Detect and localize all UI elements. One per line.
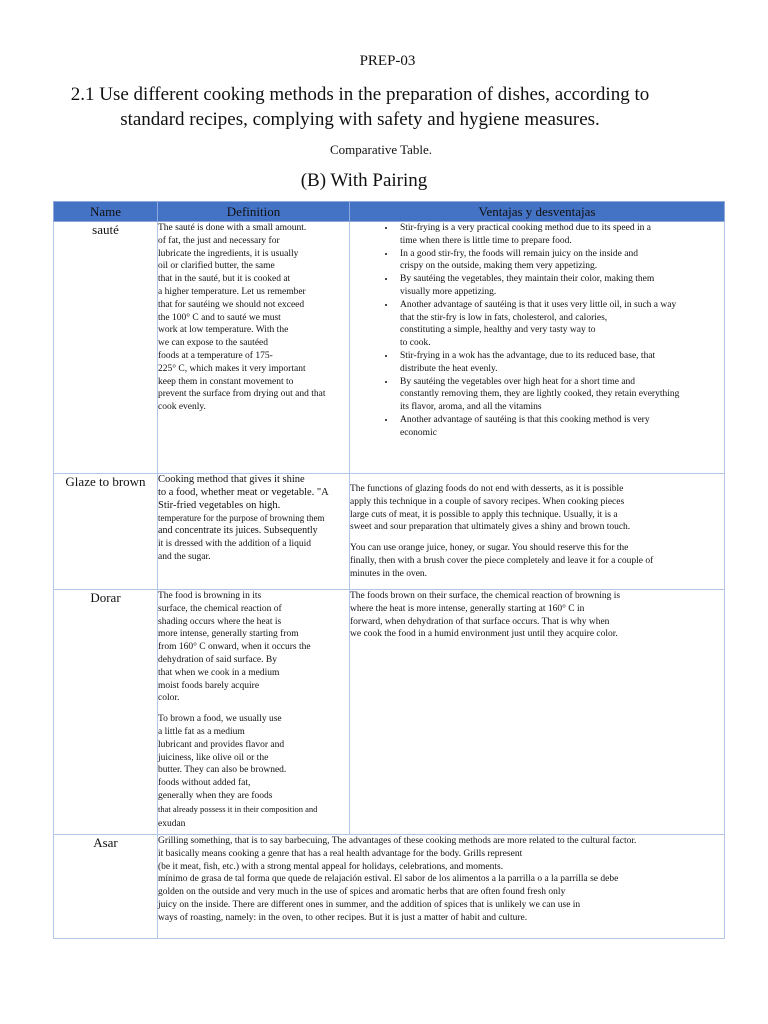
table-row-saute [54,222,725,474]
table-header-row [54,202,725,222]
name-cell-glaze: Glaze to brown [54,474,158,590]
name-cell-saute: sauté [54,222,158,474]
advantages-list [350,222,724,440]
advantages-cell-dorar [350,590,725,835]
definition-line: it is dressed with the addition of a liquid [158,538,312,549]
list-item: • By sautéing the vegetables over high heat for a short time and constantly removing them, they are lightly cooked, they retain everything its flavor, aroma, and all the vitamins [396,376,724,414]
definition-line: to a food, whether meat or vegetable. "A [158,486,329,498]
name-cell-asar: Asar [54,835,158,939]
definition-small-line: that already possess it in their composition and [158,803,318,814]
definition-end: exudan [158,818,186,829]
asar-merged-cell: Grilling something, that is to say barbecuing, The advantages of these cooking methods are more related to the cultural factor. it basically means cooking a genre that has a real health advantage for the body. Grills represent (be it meat, fish, etc.) with a strong mental appeal for holidays, celebrations, and moments. mínimo de grasa de tal forma que quede de relajación estival. El sabor de los alimentos a la parrilla o a la parrilla se debe golden on the outside and very much in the use of spices and aromatic herbs that are often found fresh only juicy on the inside. There are different ones in summer, and the addition of spices that is unlikely we can use in ways of roasting, namely: in the oven, to other recipes. But it is just a matter of habit and culture. [158,835,725,939]
definition-cell-saute [158,222,350,474]
definition-line: temperature for the purpose of browning them [158,513,325,524]
definition-cell-dorar [158,590,350,835]
table-row-asar [54,835,725,939]
page-subtitle: Comparative Table. [329,142,433,157]
document-code: PREP-03 [359,53,416,69]
definition-line: Stir-fried vegetables on high. [158,499,281,511]
definition-line: and the sugar. [158,551,211,562]
advantages-paragraph: You can use orange juice, honey, or sugar. You should reserve this for the finally, then with a brush cover the piece completely and leave it for a couple of minutes in the oven. [350,543,654,579]
advantages-cell-saute [350,222,725,474]
pairing-title: (B) With Pairing [300,170,428,191]
advantages-cell-glaze [350,474,725,590]
column-header-name: Name [54,202,158,222]
advantages-paragraph: The foods brown on their surface, the chemical reaction of browning is where the heat is more intense, generally starting at 160° C in forward, when dehydration of that surface occurs. That is why when we cook the food in a humid environment just until they acquire color. [350,591,621,640]
table-row-glaze [54,474,725,590]
list-item: • Stir-frying is a very practical cooking method due to its speed in a time when there is little time to prepare food. [396,222,724,248]
list-item: • Stir-frying in a wok has the advantage, due to its reduced base, that distribute the heat evenly. [396,350,724,376]
definition-cell-glaze [158,474,350,590]
table-row-dorar [54,590,725,835]
name-cell-dorar: Dorar [54,590,158,835]
definition-line: and concentrate its juices. Subsequently [158,525,318,537]
comparative-table [53,201,725,939]
column-header-definition: Definition [158,202,350,222]
column-header-advantages: Ventajas y desventajas [350,202,725,222]
definition-text: The sauté is done with a small amount. of fat, the just and necessary for lubricate the ingredients, it is usually oil or clarified butter, the same that in the sauté, but it is cooked at a higher temperature. Let us remember that for sautéing we should not exceed the 100° C and to sauté we must work at low temperature. With the we can expose to the sautéed foods at a temperature of 175- 225° C, which makes it very important keep them in constant movement to prevent the surface from drying out and that cook evenly. [158,223,326,413]
advantages-paragraph: The functions of glazing foods do not end with desserts, as it is possible apply this technique in a couple of savory recipes. When cooking pieces large cuts of meat, it is possible to apply this technique. Usually, it is a sweet and sour preparation that ultimately gives a shiny and brown touch. [350,484,631,533]
definition-line: Cooking method that gives it shine [158,474,305,485]
list-item: • Another advantage of sautéing is that this cooking method is very economic [396,414,724,440]
definition-paragraph: The food is browning in its surface, the chemical reaction of shading occurs where the heat is more intense, generally starting from from 160° C onward, when it occurs the dehydration of said surface. By that when we cook in a medium moist foods barely acquire color. [158,591,311,704]
page-heading: 2.1 Use different cooking methods in the preparation of dishes, according to standard recipes, complying with safety and hygiene measures. [70,84,650,130]
list-item: • In a good stir-fry, the foods will remain juicy on the inside and crispy on the outside, making them very appetizing. [396,248,724,274]
list-item: • By sautéing the vegetables, they maintain their color, making them visually more appetizing. [396,273,724,299]
list-item: • Another advantage of sautéing is that it uses very little oil, in such a way that the stir-fry is low in fats, cholesterol, and calories, constituting a simple, healthy and very tasty way to to cook. [396,299,724,350]
definition-paragraph: To brown a food, we usually use a little fat as a medium lubricant and provides flavor and juiciness, like olive oil or the butter. They can also be browned. foods without added fat, generally when they are foods [158,714,287,801]
